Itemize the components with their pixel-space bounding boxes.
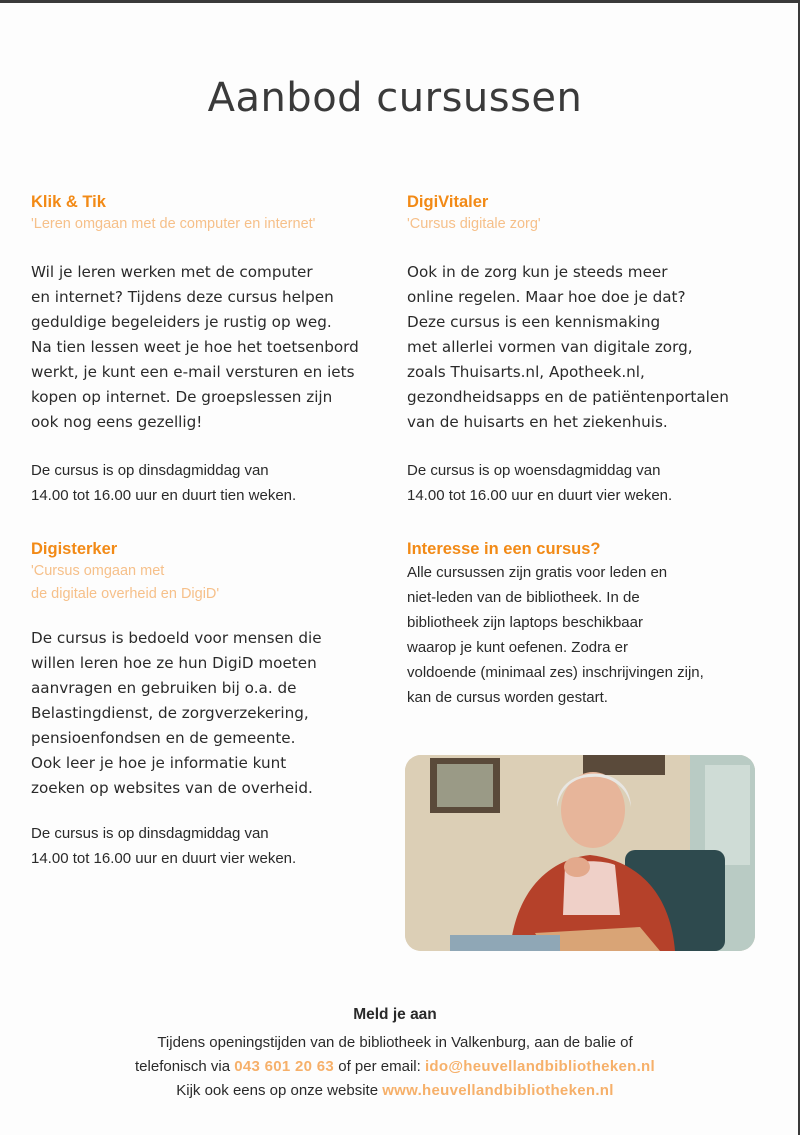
- signup-heading: Meld je aan: [353, 1006, 437, 1023]
- contact-text: telefonisch via: [135, 1058, 235, 1075]
- signup-line-2: [0, 1055, 790, 1079]
- interest-text: Alle cursussen zijn gratis voor leden en niet-leden van de bibliotheek. In de bibliotheek zijn laptops beschikbaar waarop je kunt oefenen. Zodra er voldoende (minimaal zes) inschrijvingen zijn, kan de cursus worden gestart.: [407, 564, 704, 706]
- course-klik-tik: [31, 191, 381, 508]
- website-text: Kijk ook eens op onze website: [176, 1082, 383, 1099]
- photo-illustration: [405, 755, 755, 951]
- course-subtitle: 'Cursus digitale zorg': [407, 216, 541, 232]
- senior-woman-photo: [405, 755, 755, 951]
- course-digisterker: [31, 538, 381, 871]
- course-schedule: De cursus is op woensdagmiddag van 14.00 tot 16.00 uur en duurt vier weken.: [407, 462, 673, 504]
- course-subtitle: 'Leren omgaan met de computer en internet': [31, 216, 316, 232]
- page-title: Aanbod cursussen: [207, 75, 583, 121]
- phone-number[interactable]: 043 601 20 63: [234, 1058, 335, 1075]
- course-subtitle: 'Cursus omgaan met de digitale overheid en DigiD': [31, 563, 220, 602]
- signup-line-3: [0, 1079, 790, 1103]
- course-description: Wil je leren werken met de computer en internet? Tijdens deze cursus helpen geduldige begeleiders je rustig op weg. Na tien lessen weet je hoe het toetsenbord werkt, je kunt een e-mail versturen en iets kopen op internet. De groepslessen zijn ook nog eens gezellig!: [31, 263, 359, 431]
- course-schedule: De cursus is op dinsdagmiddag van 14.00 tot 16.00 uur en duurt vier weken.: [31, 825, 297, 867]
- interest-section: [407, 538, 767, 710]
- course-heading: Digisterker: [31, 540, 118, 558]
- course-heading: Klik & Tik: [31, 193, 106, 211]
- email-link[interactable]: ido@heuvellandbibliotheken.nl: [424, 1058, 655, 1075]
- website-link[interactable]: www.heuvellandbibliotheken.nl: [382, 1082, 614, 1099]
- signup-footer: [0, 1003, 790, 1103]
- course-description: De cursus is bedoeld voor mensen die willen leren hoe ze hun DigiD moeten aanvragen en gebruiken bij o.a. de Belastingdienst, de zorgverzekering, pensioenfondsen en de gemeente. Ook leer je hoe je informatie kunt zoeken op websites van de overheid.: [31, 629, 322, 797]
- contact-text: of per email:: [334, 1058, 425, 1075]
- course-schedule: De cursus is op dinsdagmiddag van 14.00 tot 16.00 uur en duurt tien weken.: [31, 462, 297, 504]
- course-description: Ook in de zorg kun je steeds meer online regelen. Maar hoe doe je dat? Deze cursus is een kennismaking met allerlei vormen van digitale zorg, zoals Thuisarts.nl, Apotheek.nl, gezondheidsapps en de patiëntenportalen van de huisarts en het ziekenhuis.: [407, 263, 729, 431]
- signup-line-1: Tijdens openingstijden van de bibliotheek in Valkenburg, aan de balie of: [157, 1034, 633, 1051]
- course-digivitaler: [407, 191, 767, 508]
- course-heading: DigiVitaler: [407, 193, 489, 211]
- interest-heading: Interesse in een cursus?: [407, 540, 601, 558]
